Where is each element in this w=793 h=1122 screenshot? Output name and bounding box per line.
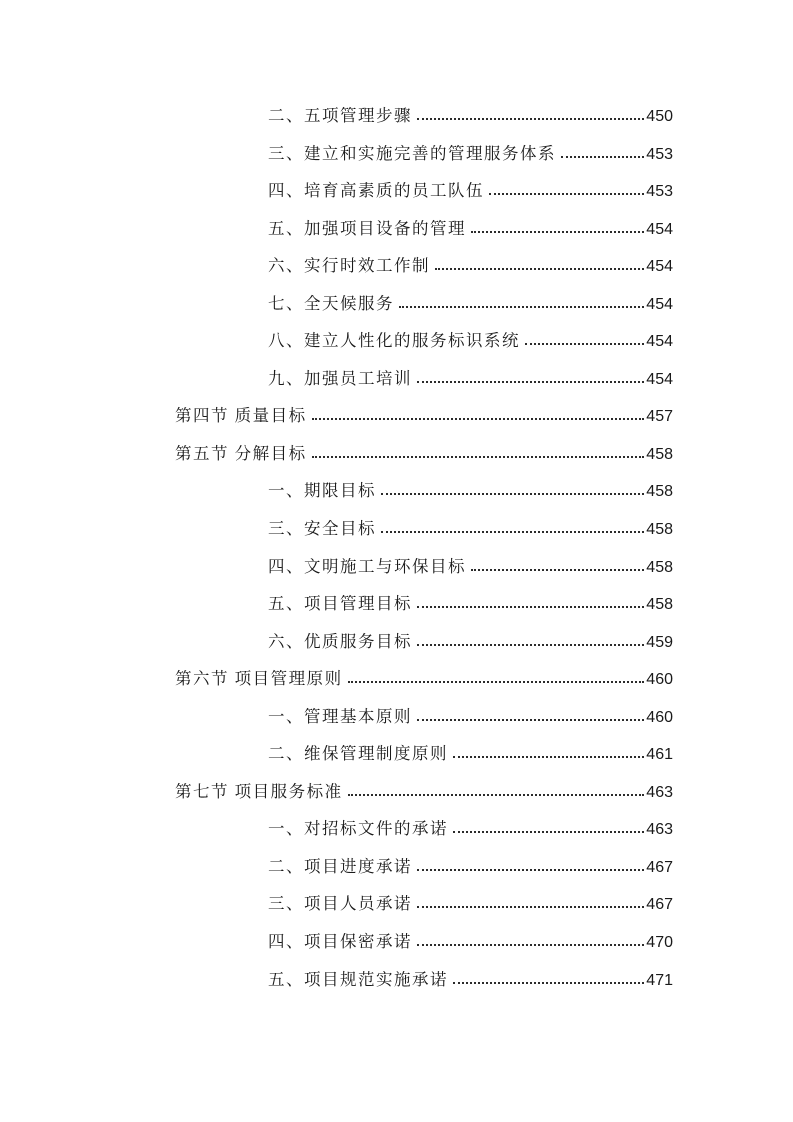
dotted-leader bbox=[417, 606, 644, 608]
toc-entry[interactable] bbox=[175, 285, 673, 323]
toc-entry-label: 九、加强员工培训 bbox=[268, 368, 412, 388]
toc-entry-label: 一、管理基本原则 bbox=[268, 706, 412, 726]
toc-entry-page-number: 454 bbox=[646, 370, 673, 388]
toc-entry-page-number: 461 bbox=[646, 746, 673, 764]
toc-entry-page-number: 471 bbox=[646, 971, 673, 989]
toc-entry-label: 第六节 项目管理原则 bbox=[175, 669, 343, 689]
toc-entry-page-number: 450 bbox=[646, 108, 673, 125]
toc-entry-label: 第五节 分解目标 bbox=[175, 443, 307, 463]
toc-entry[interactable] bbox=[175, 210, 673, 248]
toc-entry-page-number: 458 bbox=[646, 445, 673, 463]
dotted-leader bbox=[417, 644, 644, 646]
toc-entry[interactable] bbox=[175, 773, 673, 811]
toc-entry[interactable] bbox=[175, 135, 673, 173]
dotted-leader bbox=[381, 531, 644, 533]
toc-entry-label: 四、项目保密承诺 bbox=[268, 932, 412, 952]
dotted-leader bbox=[435, 268, 644, 270]
toc-entry[interactable] bbox=[175, 810, 673, 848]
toc-entry[interactable] bbox=[175, 172, 673, 210]
toc-entry[interactable] bbox=[175, 548, 673, 586]
toc-entry-page-number: 463 bbox=[646, 821, 673, 839]
toc-entry-label: 六、实行时效工作制 bbox=[268, 256, 430, 276]
toc-entry-label: 第七节 项目服务标准 bbox=[175, 781, 343, 801]
toc-entry-page-number: 470 bbox=[646, 934, 673, 952]
dotted-leader bbox=[348, 794, 645, 796]
toc-entry[interactable] bbox=[175, 885, 673, 923]
toc-entry[interactable] bbox=[175, 585, 673, 623]
toc-entry[interactable] bbox=[175, 360, 673, 398]
toc-entry[interactable] bbox=[175, 472, 673, 510]
dotted-leader bbox=[471, 569, 644, 571]
toc-entry-label: 六、优质服务目标 bbox=[268, 631, 412, 651]
dotted-leader bbox=[453, 982, 644, 984]
toc-entry[interactable] bbox=[175, 735, 673, 773]
toc-entry[interactable] bbox=[175, 698, 673, 736]
toc-entry-label: 五、项目规范实施承诺 bbox=[268, 969, 448, 989]
toc-entry-label: 第四节 质量目标 bbox=[175, 406, 307, 426]
toc-entry[interactable] bbox=[175, 961, 673, 999]
toc-entry-label: 四、培育高素质的员工队伍 bbox=[268, 181, 484, 201]
toc-entry-page-number: 454 bbox=[646, 220, 673, 238]
dotted-leader bbox=[417, 381, 644, 383]
dotted-leader bbox=[348, 681, 645, 683]
toc-entry-page-number: 458 bbox=[646, 521, 673, 539]
dotted-leader bbox=[561, 156, 644, 158]
toc-entry-page-number: 453 bbox=[646, 145, 673, 163]
dotted-leader bbox=[453, 756, 644, 758]
toc-entry-label: 二、维保管理制度原则 bbox=[268, 744, 448, 764]
dotted-leader bbox=[417, 944, 644, 946]
toc-entry[interactable] bbox=[175, 848, 673, 886]
toc-entry[interactable] bbox=[175, 397, 673, 435]
toc-entry-page-number: 467 bbox=[646, 858, 673, 876]
toc-entry[interactable] bbox=[175, 660, 673, 698]
toc-entry-label: 三、安全目标 bbox=[268, 519, 376, 539]
dotted-leader bbox=[381, 493, 644, 495]
dotted-leader bbox=[417, 869, 644, 871]
toc-entry-label: 二、项目进度承诺 bbox=[268, 856, 412, 876]
toc-entry[interactable] bbox=[175, 923, 673, 961]
toc-entry-label: 二、五项管理步骤 bbox=[268, 106, 412, 125]
toc-entry[interactable] bbox=[175, 623, 673, 661]
toc-entry-page-number: 458 bbox=[646, 558, 673, 576]
dotted-leader bbox=[417, 719, 644, 721]
toc-entry[interactable] bbox=[175, 97, 673, 135]
toc-entry[interactable] bbox=[175, 510, 673, 548]
table-of-contents bbox=[175, 97, 673, 998]
dotted-leader bbox=[525, 343, 644, 345]
toc-entry-label: 一、期限目标 bbox=[268, 481, 376, 501]
toc-entry-page-number: 454 bbox=[646, 333, 673, 351]
dotted-leader bbox=[399, 306, 644, 308]
toc-entry-label: 三、项目人员承诺 bbox=[268, 894, 412, 914]
toc-entry-page-number: 453 bbox=[646, 183, 673, 201]
toc-entry-page-number: 467 bbox=[646, 896, 673, 914]
toc-entry-page-number: 454 bbox=[646, 295, 673, 313]
toc-entry[interactable] bbox=[175, 247, 673, 285]
toc-entry-label: 五、加强项目设备的管理 bbox=[268, 218, 466, 238]
toc-entry-page-number: 460 bbox=[646, 708, 673, 726]
dotted-leader bbox=[471, 231, 644, 233]
toc-entry-page-number: 463 bbox=[646, 783, 673, 801]
toc-entry-page-number: 454 bbox=[646, 258, 673, 276]
toc-entry-page-number: 460 bbox=[646, 671, 673, 689]
toc-entry-label: 三、建立和实施完善的管理服务体系 bbox=[268, 143, 556, 163]
toc-entry-label: 五、项目管理目标 bbox=[268, 594, 412, 614]
dotted-leader bbox=[312, 418, 645, 420]
toc-entry-label: 八、建立人性化的服务标识系统 bbox=[268, 331, 520, 351]
toc-entry-page-number: 459 bbox=[646, 633, 673, 651]
toc-entry[interactable] bbox=[175, 322, 673, 360]
dotted-leader bbox=[312, 456, 645, 458]
toc-entry-page-number: 458 bbox=[646, 483, 673, 501]
dotted-leader bbox=[453, 831, 644, 833]
toc-entry-label: 四、文明施工与环保目标 bbox=[268, 556, 466, 576]
toc-entry-page-number: 457 bbox=[646, 408, 673, 426]
toc-entry-label: 一、对招标文件的承诺 bbox=[268, 819, 448, 839]
toc-entry[interactable] bbox=[175, 435, 673, 473]
toc-entry-page-number: 458 bbox=[646, 596, 673, 614]
dotted-leader bbox=[417, 118, 644, 120]
dotted-leader bbox=[489, 193, 644, 195]
dotted-leader bbox=[417, 906, 644, 908]
toc-entry-label: 七、全天候服务 bbox=[268, 293, 394, 313]
